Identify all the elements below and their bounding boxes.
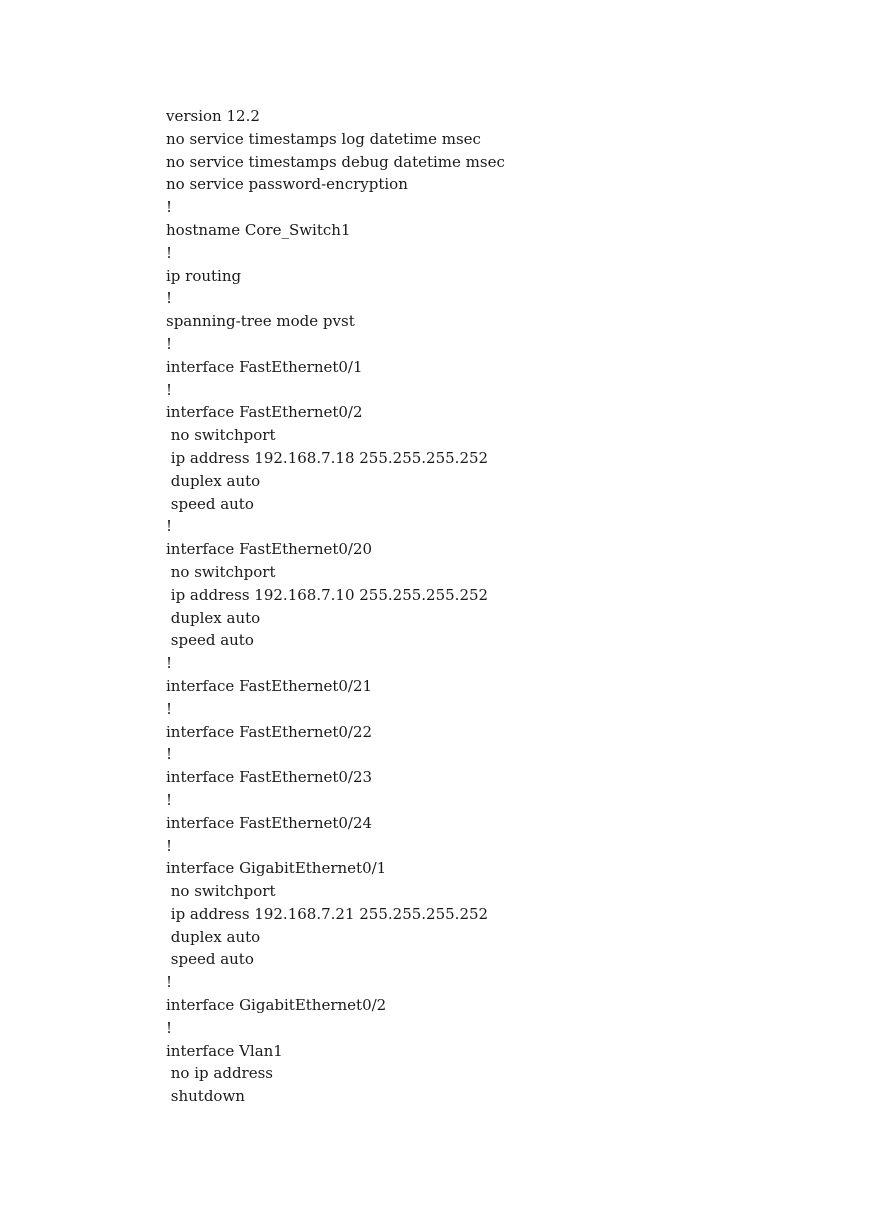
config-line: ip address 192.168.7.21 255.255.255.252 xyxy=(166,904,489,923)
config-line: ! xyxy=(166,699,173,718)
config-line: interface GigabitEthernet0/2 xyxy=(166,996,387,1015)
config-line: version 12.2 xyxy=(166,107,260,125)
config-line: spanning-tree mode pvst xyxy=(166,312,355,331)
config-line: no switchport xyxy=(166,426,276,445)
config-line: ! xyxy=(166,198,173,217)
config-line: ! xyxy=(166,289,173,308)
config-line: interface GigabitEthernet0/1 xyxy=(166,859,387,878)
config-line: interface FastEthernet0/2 xyxy=(166,403,363,422)
config-line: ! xyxy=(166,380,173,399)
config-line: ! xyxy=(166,517,173,536)
config-line: ! xyxy=(166,334,173,353)
config-line: ! xyxy=(166,243,173,262)
config-line: interface FastEthernet0/21 xyxy=(166,676,373,695)
config-line: no service timestamps debug datetime msec xyxy=(166,152,505,171)
config-line: ip address 192.168.7.10 255.255.255.252 xyxy=(166,585,489,604)
config-line: no switchport xyxy=(166,882,276,901)
config-line: no ip address xyxy=(166,1064,273,1083)
config-line: ! xyxy=(166,745,173,764)
config-line: ! xyxy=(166,973,173,992)
config-line: ip routing xyxy=(166,266,242,285)
config-line: interface FastEthernet0/24 xyxy=(166,813,373,832)
config-line: hostname Core_Switch1 xyxy=(166,220,351,239)
config-line: interface FastEthernet0/20 xyxy=(166,540,373,559)
config-line: no service password-encryption xyxy=(166,175,408,194)
config-line: ! xyxy=(166,654,173,673)
config-line: ! xyxy=(166,790,173,809)
config-line: ! xyxy=(166,836,173,855)
config-line: shutdown xyxy=(166,1087,245,1106)
config-line: speed auto xyxy=(166,631,254,650)
config-line: interface Vlan1 xyxy=(166,1041,283,1060)
config-line: interface FastEthernet0/23 xyxy=(166,768,373,787)
config-line: speed auto xyxy=(166,494,254,513)
config-line: interface FastEthernet0/22 xyxy=(166,722,373,741)
config-line: no service timestamps log datetime msec xyxy=(166,129,481,148)
config-line: ! xyxy=(166,1018,173,1037)
config-line: interface FastEthernet0/1 xyxy=(166,357,363,376)
config-line: duplex auto xyxy=(166,927,261,946)
config-line: duplex auto xyxy=(166,608,261,627)
config-line: no switchport xyxy=(166,562,276,581)
config-line: speed auto xyxy=(166,950,254,969)
config-listing xyxy=(166,105,505,1108)
config-line: duplex auto xyxy=(166,471,261,490)
config-line: ip address 192.168.7.18 255.255.255.252 xyxy=(166,448,489,467)
